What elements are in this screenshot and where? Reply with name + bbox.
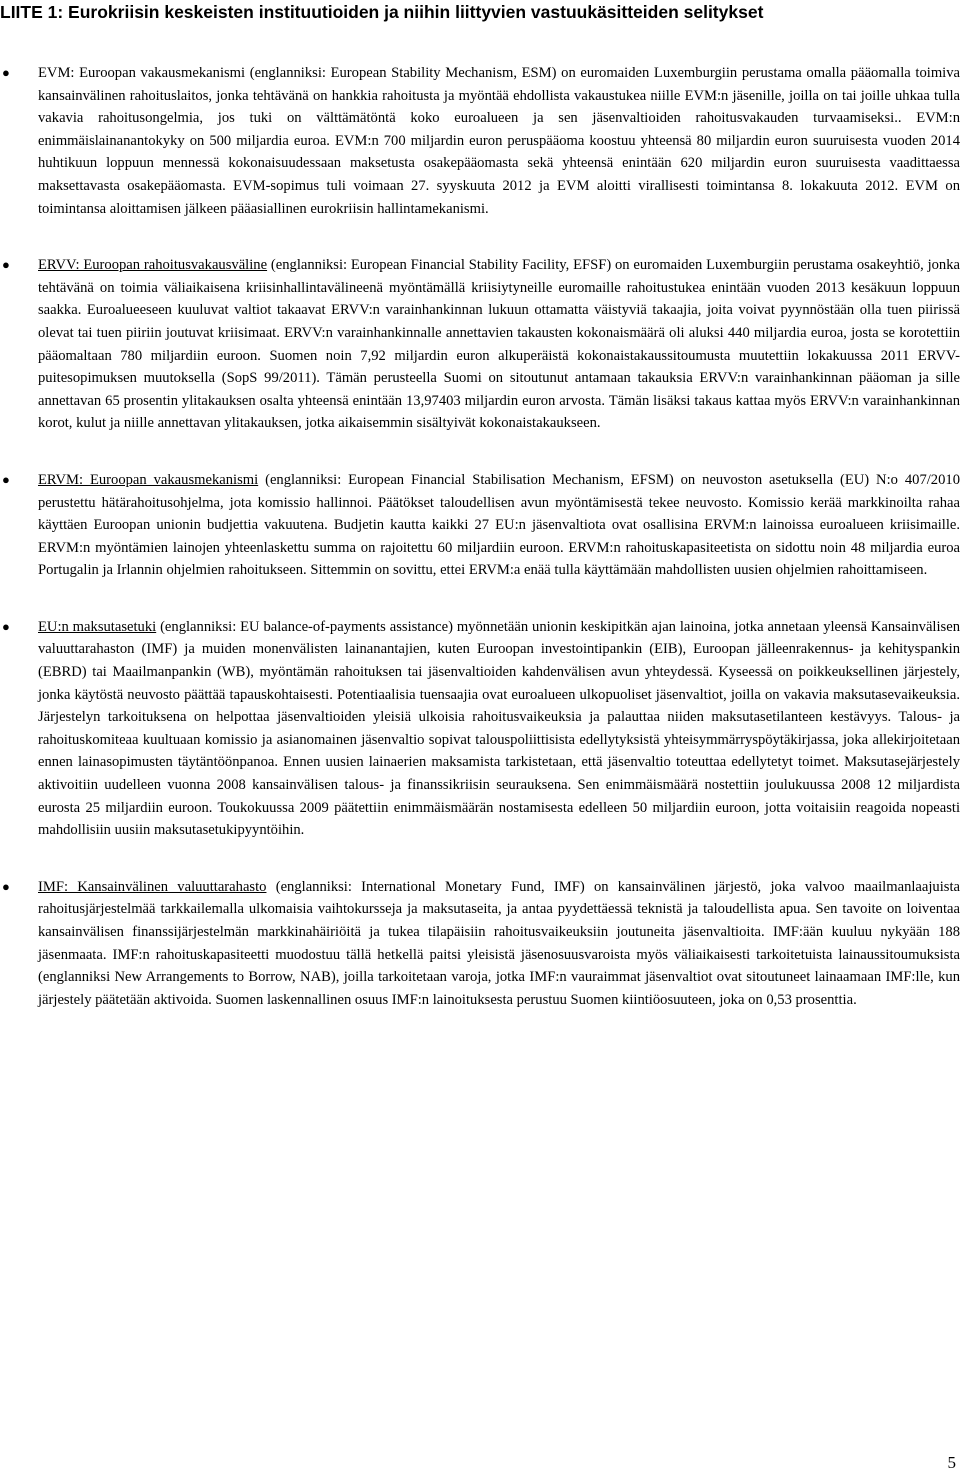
list-item-ervv: [0, 254, 960, 435]
definitions-list: [0, 62, 960, 1045]
entry-term: EU:n maksutasetuki: [38, 618, 157, 635]
entry-text: (englanniksi: European Financial Stability Facility, EFSF) on euromaiden Luxemburgiin perustama osakeyhtiö, jonka tehtävänä on toimia väliaikaisena kriisinhallintavälineenä myöntämällä kriisiytyneille euromaille rahoitustukea enintään vuoden 2013 kesäkuun loppuun saakka. Euroalueeseen kuuluvat valtiot takaavat ERVV:n varainhankinnan lukuun ottamatta väistyviä takaajia, joita voivat pyynnöstään olla tuen piirissä olevat tai tuen piiriin joutuvat kriisimaat. ERVV:n varainhankinnalle annettavien takausten kokonaismäärä oli aluksi 440 miljardia euroa, josta se korotettiin pääomaltaan 780 miljardiin euroon. Suomen noin 7,92 miljardin euron alkuperäistä kokonaistakaussitoumusta muutettiin lokakuussa 2011 ERVV-puitesopimuksen muutoksella (SopS 99/2011). Tämän perusteella Suomi on sitoutunut antamaan takauksia ERVV:n varainhankinnan pääoman ja sille annettavan 65 prosentin ylitakauksen osalta yhteensä enintään 13,97403 miljardin euron arvosta. Tämän lisäksi takaus kattaa myös ERVV:n varainhankinnan korot, kulut ja niille annettavan ylitakauksen, jotka aikaisemmin sisältyivät kokonaistakaukseen.: [38, 257, 960, 432]
list-item-eu-maksutasetuki: [0, 616, 960, 842]
page-number: 5: [947, 1453, 956, 1472]
entry-term: ERVM: Euroopan vakausmekanismi: [38, 471, 259, 488]
entry-text: (englanniksi: International Monetary Fund, IMF) on kansainvälinen järjestö, joka valvoo maailmanlaajuista rahoitusjärjestelmää tarkkailemalla ulkomaisia vaihtokursseja ja maksutaseita, ja antaa pyydettäessä teknistä ja taloudellista apua. Sen tavoite on loiventaa kansainvälisen finanssijärjestelmän markkinahäiriöitä ja tukea tilapäisiin rahoitusvaikeuksiin joutuneita jäsenvaltioita. IMF:ään kuuluu nykyään 188 jäsenmaata. IMF:n rahoituskapasiteetti muodostuu tällä hetkellä paitsi yleisistä jäsenosuusvaroista myös väliaikaisesti tarkoitetuista lainaussitoumuksista (englanniksi New Arrangements to Borrow, NAB), joilla tarkoitetaan varoja, jotka IMF:n vauraimmat jäsenvaltiot ovat sitoutuneet lainaamaan IMF:lle, kun järjestely päätetään aktivoida. Suomen laskennallinen osuus IMF:n lainoituksesta perustuu Suomen kiintiöosuuteen, joka on 0,53 prosenttia.: [38, 878, 960, 1008]
page-title: LIITE 1: Eurokriisin keskeisten instituutioiden ja niihin liittyvien vastuukäsitteiden selitykset: [0, 2, 764, 22]
bullet-icon: ●: [2, 618, 10, 634]
entry-text: (englanniksi: EU balance-of-payments assistance) myönnetään unionin keskipitkän ajan lainoina, jotka annetaan yleensä Kansainvälisen valuuttarahaston (IMF) ja muiden monenvälisten lainanantajien, kuten Euroopan investointipankin (EIB), Euroopan jälleenrakennus- ja kehityspankin (EBRD) tai Maailmanpankin (WB), myöntämän rahoituksen tai jäsenvaltioiden kahdenvälisen avun yhteydessä. Kyseessä on poikkeuksellinen järjestely, jonka käytöstä neuvosto päättää tapauskohtaisesti. Potentiaalisia tuensaajia ovat euroalueen ulkopuoliset jäsenvaltiot, joilla on vakavia maksutasevaikeuksia. Järjestelyn tarkoituksena on helpottaa jäsenvaltioiden yleisiä ulkoisia rahoitusvaikeuksia ja palauttaa niiden maksutasetilanteen kestävyys. Talous- ja rahoituskomiteaa kuultuaan komissio ja asianomainen jäsenvaltio sopivat talouspoliittisista edellytyksistä yhteisymmärryspöytäkirjassa, joka allekirjoitetaan ennen lainasopimusten täytäntöönpanoa. Ennen uusien lainaerien maksamista tarkistetaan, että jäsenvaltio toteuttaa edellytetyt toimet. Maksutasejärjestely aktivoitiin uudelleen vuonna 2008 kansainvälisen talous- ja finanssikriisin seurauksena. Sen enimmäismäärä nostettiin joulukuussa 2008 12 miljardista eurosta 25 miljardiin euroon. Toukokuussa 2009 päätettiin enimmäismäärän nostamisesta edelleen 50 miljardiin euroon, jotta voitaisiin reagoida nopeasti mahdollisiin uusiin maksutasetukipyyntöihin.: [38, 618, 960, 839]
entry-term: ERVV: Euroopan rahoitusvakausväline: [38, 257, 268, 274]
bullet-icon: ●: [2, 471, 10, 487]
list-item-imf: [0, 876, 960, 1012]
bullet-icon: ●: [2, 65, 10, 80]
bullet-icon: ●: [2, 878, 10, 894]
entry-text: (englanniksi: European Financial Stabilisation Mechanism, EFSM) on neuvoston asetuksella (EU) N:o 407/2010 perustettu hätärahoitusohjelma, jota komissio hallinnoi. Päätökset taloudellisen avun myöntämisestä tekee neuvosto. Komissio kerää markkinoilta rahaa käyttäen Euroopan unionin budjettia vakuutena. Budjetin kautta kaikki 27 EU:n jäsenvaltiota ovat osallisina ERVM:n lainoissa euroalueen kriisimaille. ERVM:n myöntämien lainojen yhteenlaskettu summa on rajoitettu 60 miljardiin euroon. ERVM:n rahoituskapasiteetista on sidottu noin 48 miljardia euroa Portugalin ja Irlannin ohjelmien rahoitukseen. Sittemmin on sovittu, ettei ERVM:a enää tulla käyttämään mahdollisten uusien ohjelmien rahoittamiseen.: [38, 471, 960, 579]
list-item-ervm: [0, 469, 960, 582]
bullet-icon: ●: [2, 257, 10, 273]
entry-text: EVM: Euroopan vakausmekanismi (englanniksi: European Stability Mechanism, ESM) on euromaiden Luxemburgiin perustama omalla pääomalla toimiva kansainvälinen rahoituslaitos, jonka tehtävänä on hankkia rahoitusta ja myöntää ehdollista vakaustukea niille EVM:n jäsenille, joilla on tai joille uhkaa tulla vakavia rahoitusongelmia, jos tuki on välttämätöntä koko euroalueen ja sen jäsenvaltioiden rahoitusvakauden turvaamiseksi.. EVM:n enimmäislainanantokyky on 500 miljardia euroa. EVM:n 700 miljardin euron peruspääoma koostuu yhteensä 80 miljardin euron suuruisesta vuoden 2014 huhtikuun loppuun mennessä kokonaisuudessaan maksetusta osakepääomasta sekä yhteensä enintään 620 miljardin euron suuruisesta vaadittaessa maksettavasta osakepääomasta. EVM-sopimus tuli voimaan 27. syyskuuta 2012 ja EVM aloitti virallisesti toimintansa 8. lokakuuta 2012. EVM on toimintansa aloittamisen jälkeen pääasiallinen eurokriisin hallintamekanismi.: [38, 65, 960, 217]
list-item-evm: [0, 62, 960, 220]
entry-term: IMF: Kansainvälinen valuuttarahasto: [38, 878, 267, 895]
